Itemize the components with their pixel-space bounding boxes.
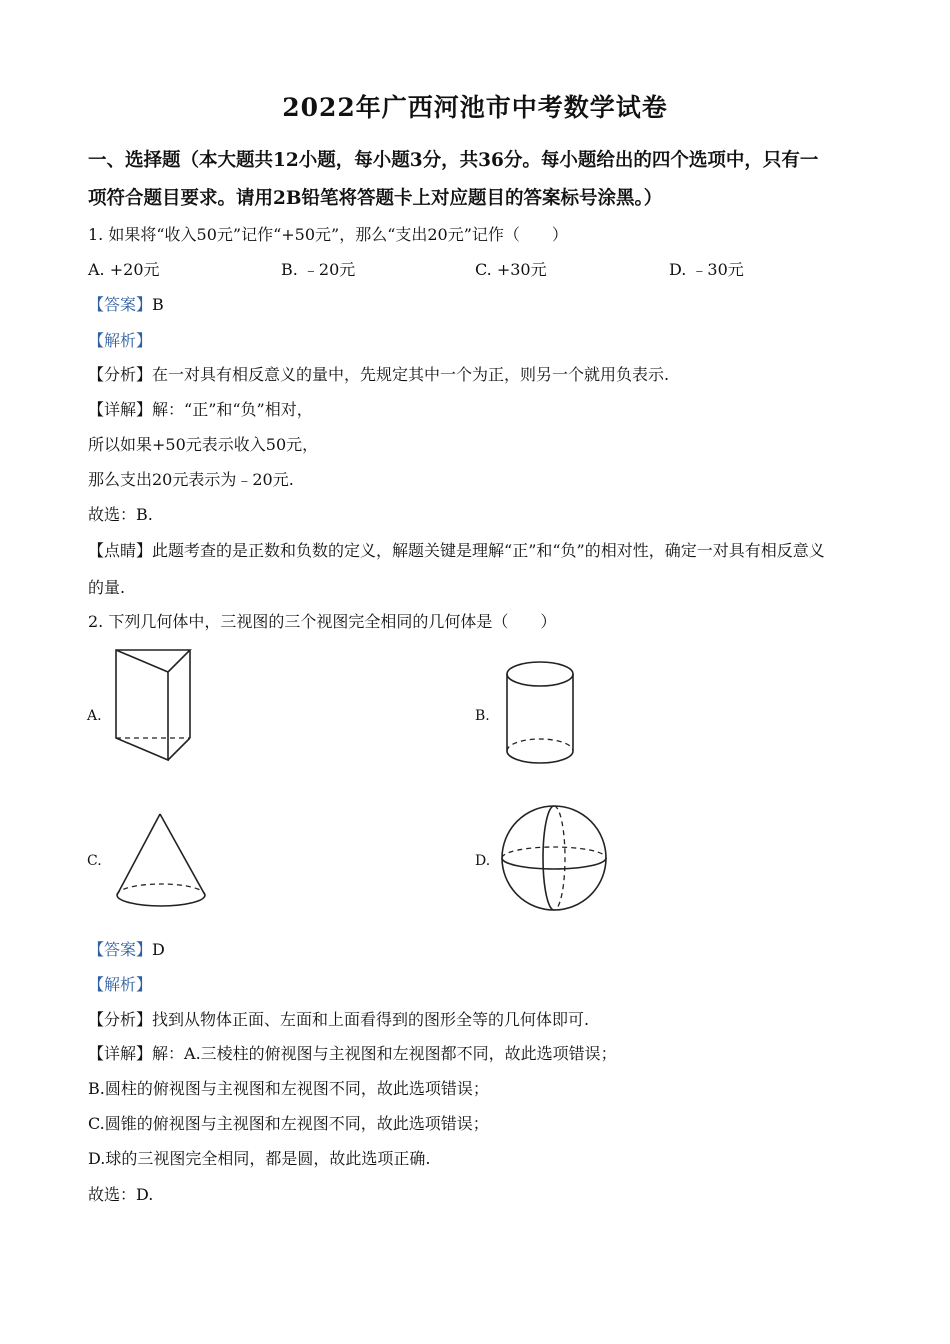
answer-tag: 【答案】 [88,295,153,314]
section-heading-line-2: 项符合题目要求。请用2B铅笔将答题卡上对应题目的答案标号涂黑。） [88,188,663,209]
q1-analysis-tag: 【解析】 [88,331,153,350]
q2-analysis-tag: 【解析】 [88,975,153,994]
q2-figure-label-b: B. [475,708,490,724]
question-2-stem: 2. 下列几何体中，三视图的三个视图完全相同的几何体是（ ） [88,612,557,631]
q2-solution-line: C.圆锥的俯视图与主视图和左视图不同，故此选项错误； [88,1114,489,1133]
q1-option-d: D. ﹣30元 [669,260,744,279]
q2-solution-line: B.圆柱的俯视图与主视图和左视图不同，故此选项错误； [88,1079,489,1098]
q1-detail [88,397,313,420]
q1-choice-line: 故选：B. [88,505,153,524]
q2-figure-label-c: C. [87,853,102,869]
page-title: 2022年广西河池市中考数学试卷 [282,93,668,122]
detail-tag: 【详解】 [88,1044,153,1063]
q1-solution-line: 所以如果+50元表示收入50元， [88,435,319,454]
q2-figure-label-a: A. [87,708,102,724]
answer-value: B [152,295,164,314]
answer-tag: 【答案】 [88,940,153,959]
answer-value: D [152,940,165,959]
comment-tag: 【点睛】 [88,541,153,560]
detail-text: 解：A.三棱柱的俯视图与主视图和左视图都不同，故此选项错误； [152,1044,617,1063]
q1-comment [88,538,825,561]
section-heading-line-1: 一、选择题（本大题共12小题，每小题3分，共36分。每小题给出的四个选项中，只有一 [88,150,819,171]
q2-figure-label-d: D. [475,853,491,869]
q1-option-a: A. +20元 [88,260,160,279]
q1-option-b: B. ﹣20元 [281,260,356,279]
q2-answer [88,937,165,960]
q1-option-c: C. +30元 [475,260,547,279]
q2-solution-line: D.球的三视图完全相同，都是圆，故此选项正确. [88,1149,431,1168]
q2-choice-line: 故选：D. [88,1185,154,1204]
triangular-prism-icon [112,646,198,766]
q1-fenxi [88,362,669,385]
cone-icon [113,810,213,914]
q1-solution-line: 那么支出20元表示为﹣20元. [88,470,294,489]
fenxi-text: 找到从物体正面、左面和上面看得到的图形全等的几何体即可. [152,1010,590,1029]
fenxi-tag: 【分析】 [88,365,153,384]
sphere-icon [498,802,610,914]
q2-detail [88,1041,617,1064]
cylinder-icon [502,659,582,771]
question-1-stem: 1. 如果将“收入50元”记作“+50元”，那么“支出20元”记作（ ） [88,225,568,244]
fenxi-text: 在一对具有相反意义的量中，先规定其中一个为正，则另一个就用负表示. [152,365,670,384]
fenxi-tag: 【分析】 [88,1010,153,1029]
q1-answer [88,292,164,315]
q2-fenxi [88,1007,589,1030]
comment-text: 此题考查的是正数和负数的定义，解题关键是理解“正”和“负”的相对性，确定一对具有相反意义 [152,541,825,560]
q1-comment-cont: 的量. [88,578,126,597]
detail-tag: 【详解】 [88,400,153,419]
detail-text: 解：“正”和“负”相对， [152,400,313,419]
